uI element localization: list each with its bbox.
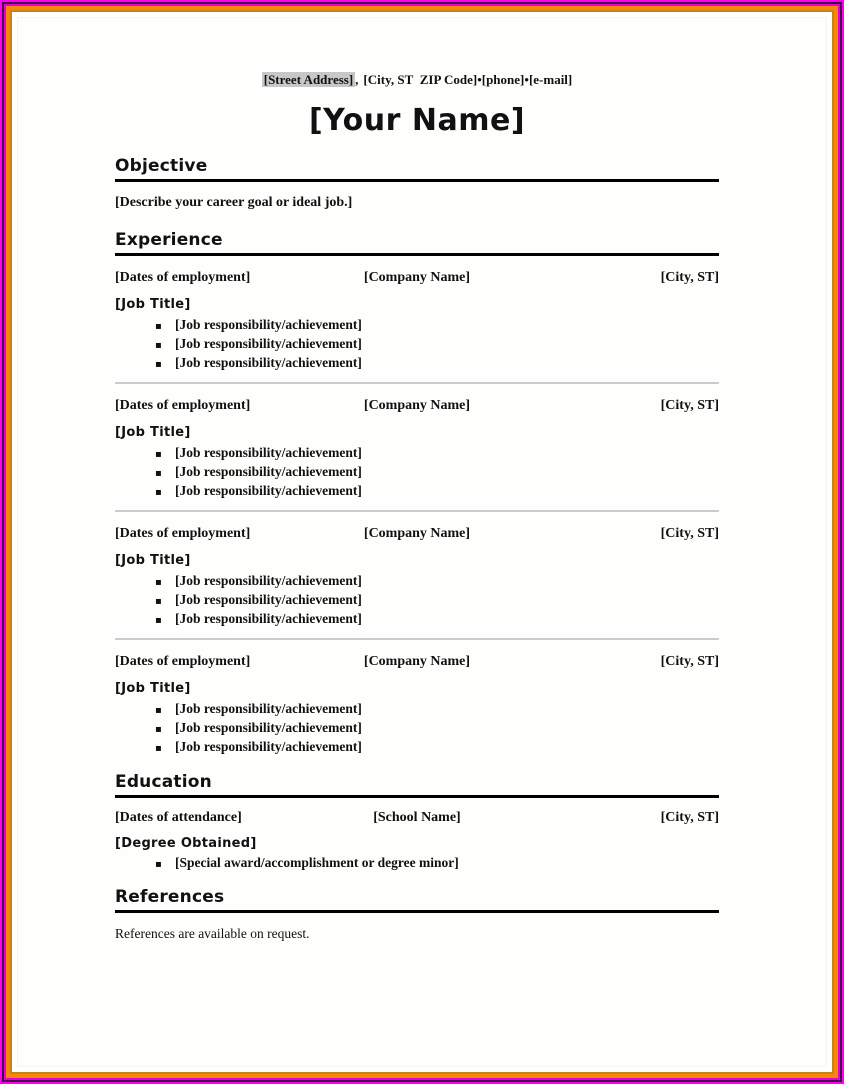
bullet-item (155, 700, 719, 719)
degree-obtained-field[interactable]: [Degree Obtained] (115, 836, 257, 851)
bullet-item (155, 610, 719, 629)
section-heading-education: Education (115, 772, 719, 798)
resume-page (12, 12, 832, 1072)
bullet-item (155, 591, 719, 610)
job-responsibility-field[interactable]: [Job responsibility/achievement] (175, 317, 362, 332)
job-responsibility-field[interactable]: [Job responsibility/achievement] (175, 592, 362, 607)
job-dates-field[interactable]: [Dates of employment] (115, 270, 251, 285)
bullet-item (155, 444, 719, 463)
job-responsibility-field[interactable]: [Job responsibility/achievement] (175, 336, 362, 351)
job-company-field[interactable]: [Company Name] (363, 654, 471, 669)
job-dates-field[interactable]: [Dates of employment] (115, 654, 251, 669)
job-bullets-list (115, 316, 719, 373)
your-name-field[interactable]: [Your Name] (308, 103, 526, 138)
job-divider (115, 638, 719, 640)
job-title-field[interactable]: [Job Title] (115, 553, 191, 568)
purple-border (2, 2, 842, 1082)
references-body-text: References are available on request. (115, 926, 310, 941)
job-bullets-list (115, 700, 719, 757)
job-title-field[interactable]: [Job Title] (115, 425, 191, 440)
bullet-item (155, 738, 719, 757)
inner-magenta-border (4, 4, 840, 1080)
contact-separator: • (477, 72, 482, 87)
job-bullets-list (115, 444, 719, 501)
job-responsibility-field[interactable]: [Job responsibility/achievement] (175, 445, 362, 460)
job-responsibility-field[interactable]: [Job responsibility/achievement] (175, 464, 362, 479)
section-heading-objective: Objective (115, 156, 719, 182)
education-dates-field[interactable]: [Dates of attendance] (115, 810, 242, 825)
job-city-field[interactable]: [City, ST] (660, 398, 719, 413)
bullet-square-icon: ▪ (155, 724, 162, 735)
job-city-field[interactable]: [City, ST] (660, 654, 719, 669)
experience-job-block-1 (115, 270, 719, 373)
job-company-field[interactable]: [Company Name] (363, 270, 471, 285)
job-bullets-list (115, 572, 719, 629)
bullet-square-icon: ▪ (155, 743, 162, 754)
job-company-field[interactable]: [Company Name] (363, 526, 471, 541)
job-responsibility-field[interactable]: [Job responsibility/achievement] (175, 573, 362, 588)
job-responsibility-field[interactable]: [Job responsibility/achievement] (175, 720, 362, 735)
bullet-square-icon: ▪ (155, 859, 162, 870)
job-responsibility-field[interactable]: [Job responsibility/achievement] (175, 355, 362, 370)
bullet-item (155, 572, 719, 591)
job-responsibility-field[interactable]: [Job responsibility/achievement] (175, 611, 362, 626)
job-responsibility-field[interactable]: [Job responsibility/achievement] (175, 701, 362, 716)
job-divider (115, 510, 719, 512)
job-dates-field[interactable]: [Dates of employment] (115, 526, 251, 541)
email-field[interactable]: [e-mail] (528, 72, 573, 87)
objective-body-field[interactable]: [Describe your career goal or ideal job.] (115, 195, 353, 210)
section-heading-references: References (115, 887, 719, 913)
bullet-square-icon: ▪ (155, 321, 162, 332)
bullet-square-icon: ▪ (155, 468, 162, 479)
orange-border (6, 6, 838, 1078)
bullet-square-icon: ▪ (155, 577, 162, 588)
experience-job-block-2 (115, 398, 719, 501)
contact-separator: • (524, 72, 529, 87)
school-name-field[interactable]: [School Name] (373, 810, 461, 825)
special-award-field[interactable]: [Special award/accomplishment or degree minor] (175, 855, 459, 870)
experience-job-block-4 (115, 654, 719, 757)
job-title-field[interactable]: [Job Title] (115, 681, 191, 696)
bullet-square-icon: ▪ (155, 596, 162, 607)
job-dates-field[interactable]: [Dates of employment] (115, 398, 251, 413)
education-city-field[interactable]: [City, ST] (660, 810, 719, 825)
job-divider (115, 382, 719, 384)
bullet-item (155, 854, 719, 873)
phone-field[interactable]: [phone] (481, 72, 525, 87)
job-company-field[interactable]: [Company Name] (363, 398, 471, 413)
bullet-item (155, 463, 719, 482)
job-title-field[interactable]: [Job Title] (115, 297, 191, 312)
education-block (115, 810, 719, 873)
job-responsibility-field[interactable]: [Job responsibility/achievement] (175, 483, 362, 498)
job-city-field[interactable]: [City, ST] (660, 526, 719, 541)
amber-border (10, 10, 834, 1074)
education-bullets-list (115, 854, 719, 873)
bullet-square-icon: ▪ (155, 615, 162, 626)
bullet-square-icon: ▪ (155, 705, 162, 716)
bullet-item (155, 316, 719, 335)
contact-comma: , (355, 72, 359, 87)
bullet-square-icon: ▪ (155, 359, 162, 370)
experience-job-block-3 (115, 526, 719, 629)
bullet-item (155, 719, 719, 738)
bullet-square-icon: ▪ (155, 340, 162, 351)
bullet-item (155, 482, 719, 501)
city-zip-field[interactable]: [City, ST ZIP Code] (363, 72, 478, 87)
bullet-square-icon: ▪ (155, 449, 162, 460)
job-city-field[interactable]: [City, ST] (660, 270, 719, 285)
bullet-item (155, 354, 719, 373)
bullet-item (155, 335, 719, 354)
contact-line (115, 72, 719, 88)
bullet-square-icon: ▪ (155, 487, 162, 498)
street-address-field[interactable]: [Street Address] (263, 72, 354, 87)
job-responsibility-field[interactable]: [Job responsibility/achievement] (175, 739, 362, 754)
section-heading-experience: Experience (115, 230, 719, 256)
